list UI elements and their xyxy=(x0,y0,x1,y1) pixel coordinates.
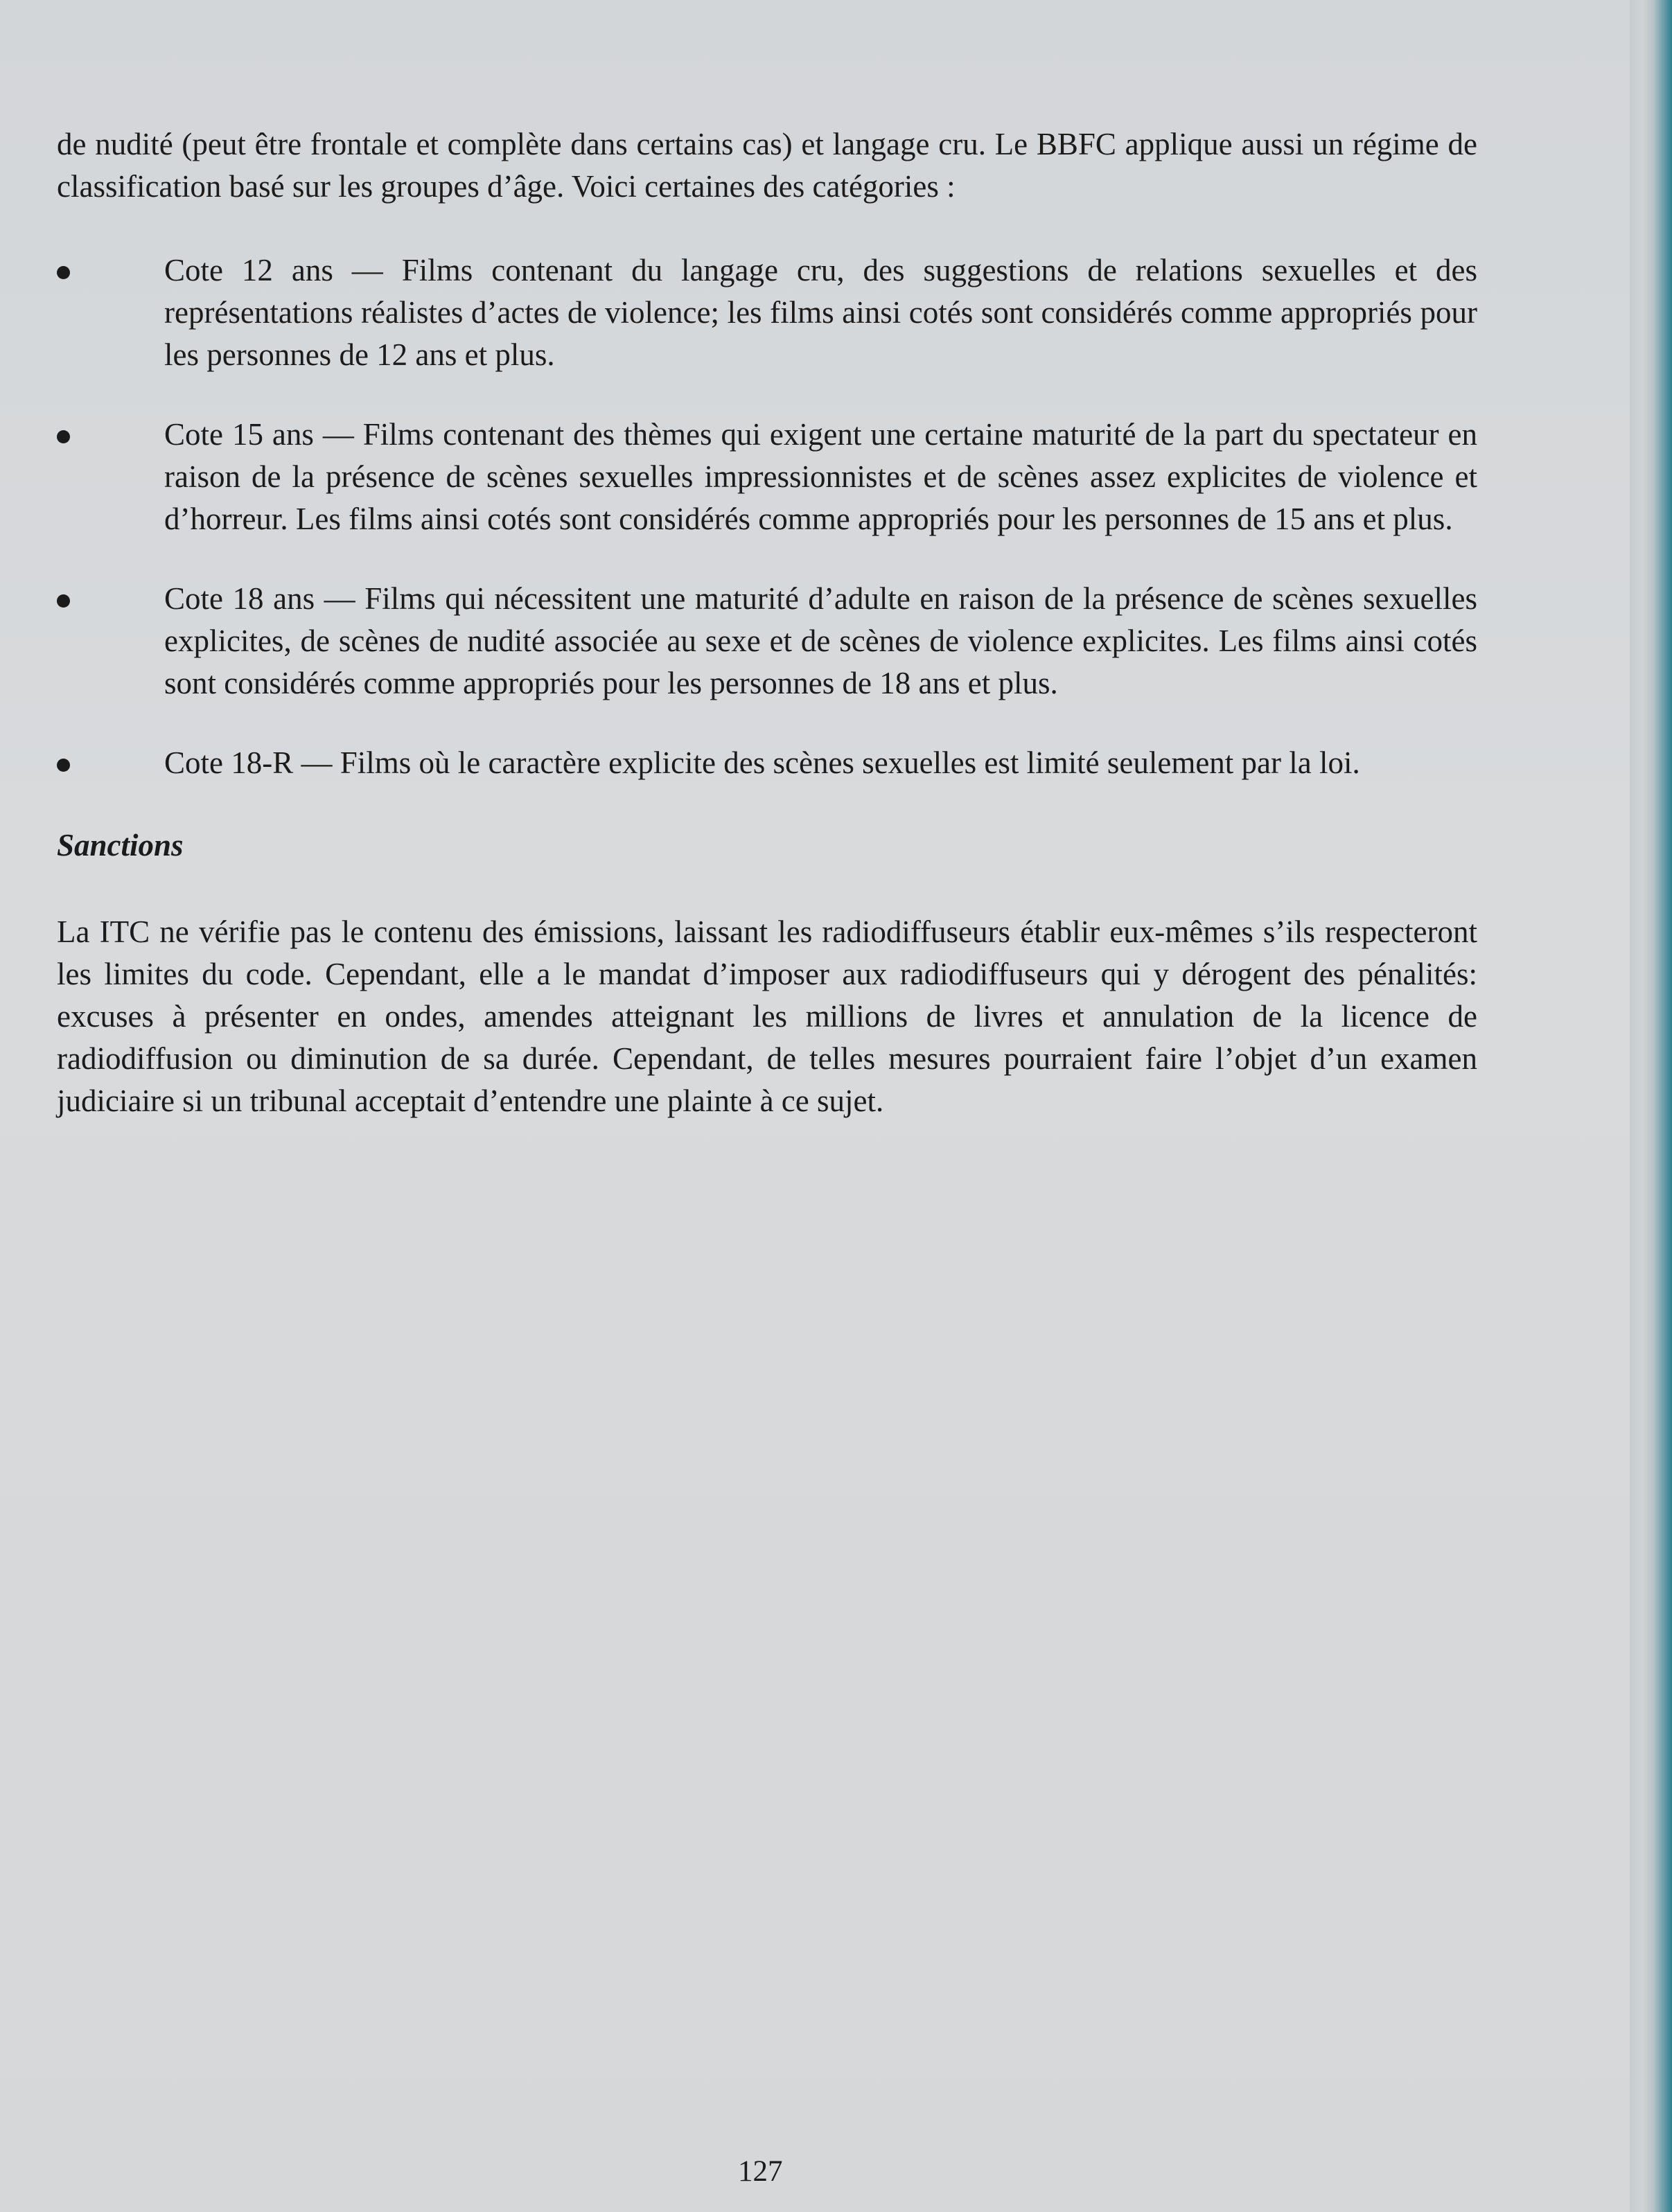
rating-item xyxy=(57,578,1477,705)
bullet-icon xyxy=(57,430,70,443)
intro-paragraph: de nudité (peut être frontale et complète dans certains cas) et langage cru. Le BBFC applique aussi un régime de classification basé sur les groupes d’âge. Voici certaines des catégories : xyxy=(57,127,1477,204)
rating-text: Cote 15 ans — Films contenant des thèmes qui exigent une certaine maturité de la part du spectateur en raison de la présence de scènes sexuelles impressionnistes et de scènes assez explicites de violence et d’horreur. Les films ainsi cotés sont considérés comme appropriés pour les personnes de 15 ans et plus. xyxy=(164,417,1477,536)
sanctions-heading: Sanctions xyxy=(57,828,184,862)
rating-text: Cote 12 ans — Films contenant du langage cru, des suggestions de relations sexuelles et des représentations réalistes d’actes de violence; les films ainsi cotés sont considérés comme appropriés pour les personnes de 12 ans et plus. xyxy=(164,253,1477,372)
sanctions-paragraph: La ITC ne vérifie pas le contenu des émissions, laissant les radiodiffuseurs établir eux-mêmes s’ils respecteront les limites du code. Cependant, elle a le mandat d’imposer aux radiodiffuseurs qui y dérogent des pénalités: excuses à présenter en ondes, amendes atteignant les millions de livres et annulation de la licence de radiodiffusion ou diminution de sa durée. Cependant, de telles mesures pourraient faire l’objet d’un examen judiciaire si un tribunal acceptait d’entendre une plainte à ce sujet. xyxy=(57,914,1477,1118)
rating-item xyxy=(57,742,1477,784)
bullet-icon xyxy=(57,759,70,772)
page-content xyxy=(57,123,1477,1122)
rating-text: Cote 18-R — Films où le caractère explicite des scènes sexuelles est limité seulement par la loi. xyxy=(164,745,1360,780)
rating-text: Cote 18 ans — Films qui nécessitent une maturité d’adulte en raison de la présence de scènes sexuelles explicites, de scènes de nudité associée au sexe et de scènes de violence explicites. Les films ainsi cotés sont considérés comme appropriés pour les personnes de 18 ans et plus. xyxy=(164,581,1477,700)
rating-item xyxy=(57,414,1477,540)
rating-categories-list xyxy=(57,249,1477,784)
rating-item xyxy=(57,249,1477,376)
bullet-icon xyxy=(57,594,70,608)
book-edge xyxy=(1630,0,1672,2212)
page-number: 127 xyxy=(738,2155,783,2188)
bullet-icon xyxy=(57,266,70,279)
